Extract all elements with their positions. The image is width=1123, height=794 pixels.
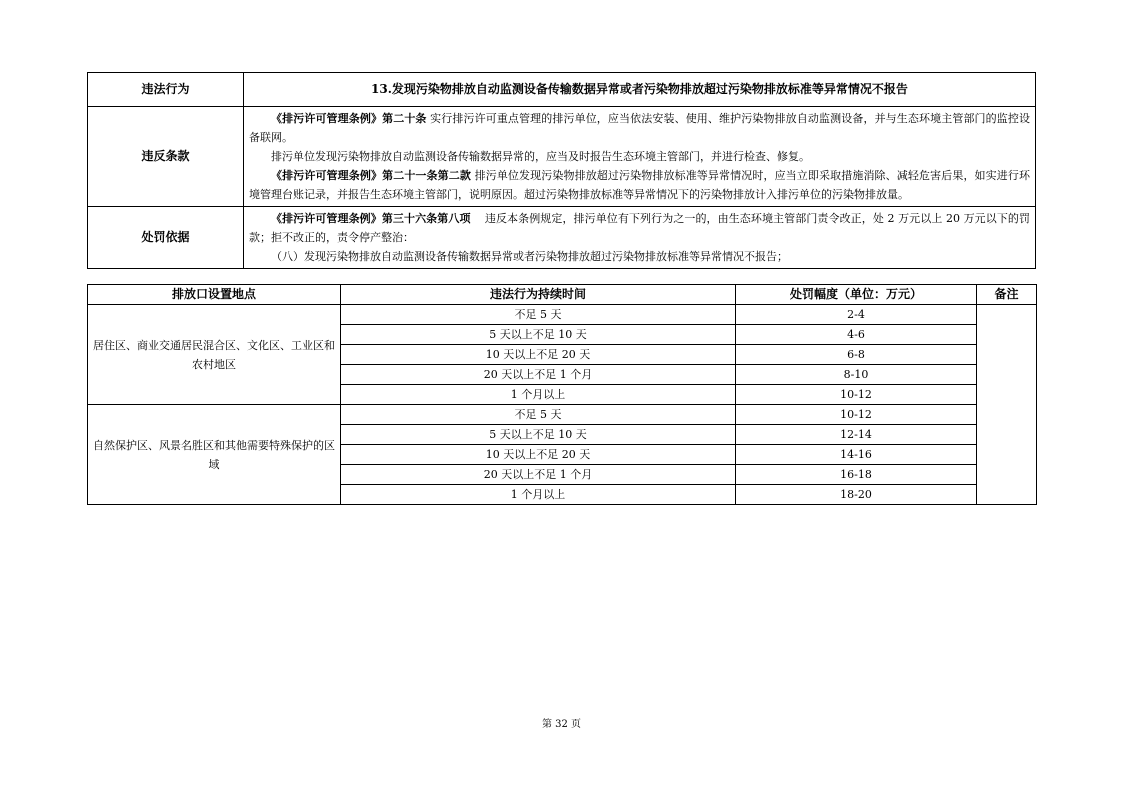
range-cell: 10-12 bbox=[736, 405, 977, 425]
header-location: 排放口设置地点 bbox=[88, 285, 341, 305]
clauses-content bbox=[244, 107, 1036, 207]
range-cell: 14-16 bbox=[736, 445, 977, 465]
basis-content bbox=[244, 207, 1036, 269]
basis-2-text: （八）发现污染物排放自动监测设备传输数据异常或者污染物排放超过污染物排放标准等异常情况不报告； bbox=[271, 250, 788, 263]
penalty-table bbox=[87, 284, 1037, 505]
basis-1-reference: 《排污许可管理条例》第三十六条第八项 bbox=[271, 212, 471, 225]
header-remarks: 备注 bbox=[977, 285, 1037, 305]
area-group-1: 居住区、商业交通居民混合区、文化区、工业区和农村地区 bbox=[88, 305, 341, 405]
basis-1-text: 违反本条例规定，排污单位有下列行为之一的，由生态环境主管部门责令改正，处 2 万元以上 20 万元以下的罚款；拒不改正的，责令停产整治： bbox=[249, 212, 1030, 244]
range-cell: 12-14 bbox=[736, 425, 977, 445]
header-penalty-range: 处罚幅度（单位：万元） bbox=[736, 285, 977, 305]
clauses-label: 违反条款 bbox=[88, 107, 244, 207]
basis-row bbox=[88, 207, 1036, 269]
page-number: 第 32 页 bbox=[541, 719, 582, 730]
violation-title: 13.发现污染物排放自动监测设备传输数据异常或者污染物排放超过污染物排放标准等异常情况不报告 bbox=[244, 73, 1036, 107]
duration-cell: 不足 5 天 bbox=[341, 305, 736, 325]
duration-cell: 1 个月以上 bbox=[341, 485, 736, 505]
range-cell: 18-20 bbox=[736, 485, 977, 505]
duration-cell: 10 天以上不足 20 天 bbox=[341, 445, 736, 465]
clause-3-text: 排污单位发现污染物排放超过污染物排放标准等异常情况时，应当立即采取措施消除、减轻危害后果，如实进行环境管理台账记录，并报告生态环境主管部门，说明原因。超过污染物排放标准等异常情况下的污染物排放计入排污单位的污染物排放量。 bbox=[249, 169, 1030, 201]
basis-paragraph-2 bbox=[249, 247, 1030, 266]
clause-1-reference: 《排污许可管理条例》第二十条 bbox=[271, 112, 427, 125]
duration-cell: 20 天以上不足 1 个月 bbox=[341, 365, 736, 385]
range-cell: 4-6 bbox=[736, 325, 977, 345]
duration-cell: 1 个月以上 bbox=[341, 385, 736, 405]
basis-paragraph-1 bbox=[249, 209, 1030, 247]
range-cell: 6-8 bbox=[736, 345, 977, 365]
clause-2-text: 排污单位发现污染物排放自动监测设备传输数据异常的，应当及时报告生态环境主管部门，并进行检查、修复。 bbox=[271, 150, 810, 163]
header-duration: 违法行为持续时间 bbox=[341, 285, 736, 305]
clause-3-reference: 《排污许可管理条例》第二十一条第二款 bbox=[271, 169, 471, 182]
range-cell: 2-4 bbox=[736, 305, 977, 325]
remarks-cell bbox=[977, 305, 1037, 505]
duration-cell: 10 天以上不足 20 天 bbox=[341, 345, 736, 365]
range-cell: 16-18 bbox=[736, 465, 977, 485]
clause-paragraph-3 bbox=[249, 166, 1030, 204]
clauses-row bbox=[88, 107, 1036, 207]
duration-cell: 不足 5 天 bbox=[341, 405, 736, 425]
clause-paragraph-2 bbox=[249, 147, 1030, 166]
duration-cell: 5 天以上不足 10 天 bbox=[341, 425, 736, 445]
clause-paragraph-1 bbox=[249, 109, 1030, 147]
violation-info-table bbox=[87, 72, 1036, 269]
area-group-2: 自然保护区、风景名胜区和其他需要特殊保护的区域 bbox=[88, 405, 341, 505]
penalty-table-header bbox=[88, 285, 1037, 305]
violation-row bbox=[88, 73, 1036, 107]
range-cell: 10-12 bbox=[736, 385, 977, 405]
duration-cell: 5 天以上不足 10 天 bbox=[341, 325, 736, 345]
table-row bbox=[88, 305, 1037, 325]
violation-label: 违法行为 bbox=[88, 73, 244, 107]
clause-1-text: 实行排污许可重点管理的排污单位，应当依法安装、使用、维护污染物排放自动监测设备，并与生态环境主管部门的监控设备联网。 bbox=[249, 112, 1030, 144]
range-cell: 8-10 bbox=[736, 365, 977, 385]
duration-cell: 20 天以上不足 1 个月 bbox=[341, 465, 736, 485]
basis-label: 处罚依据 bbox=[88, 207, 244, 269]
table-row bbox=[88, 405, 1037, 425]
